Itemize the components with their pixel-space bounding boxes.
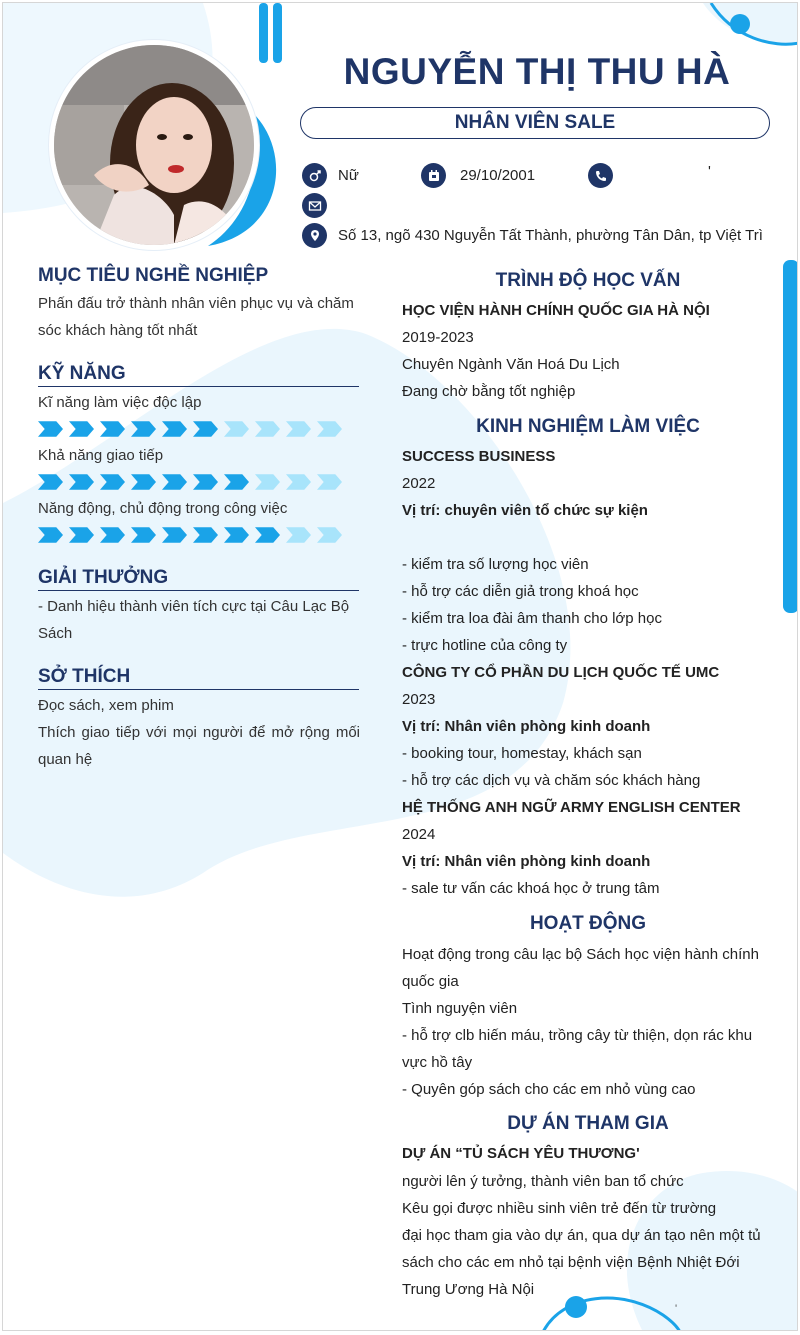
- skill-chevron-filled: [69, 527, 94, 543]
- skill-level-bar-2: [38, 474, 348, 492]
- skill-chevron-filled: [224, 527, 249, 543]
- skill-level-bar-1: [38, 421, 348, 439]
- job-task: - kiểm tra loa đài âm thanh cho lớp học: [402, 610, 662, 627]
- skill-chevron-filled: [69, 421, 94, 437]
- activities-heading: HOẠT ĐỘNG: [529, 913, 647, 934]
- skill-level-bar-3: [38, 527, 348, 545]
- gender-icon: [302, 163, 327, 188]
- skill-chevron-filled: [162, 527, 187, 543]
- activity-line-2: Tình nguyện viên: [402, 1000, 518, 1017]
- skill-chevron-filled: [162, 421, 187, 437]
- skill-chevron-empty: [317, 527, 342, 543]
- job-task: - hỗ trợ các diễn giả trong khoá học: [402, 583, 639, 600]
- job-title-badge: NHÂN VIÊN SALE: [300, 107, 770, 139]
- calendar-icon: [421, 163, 446, 188]
- skill-chevron-empty: [286, 474, 311, 490]
- skill-chevron-empty: [286, 527, 311, 543]
- email-icon: [302, 193, 327, 218]
- education-heading: TRÌNH ĐỘ HỌC VẤN: [495, 270, 681, 291]
- cv-page: [2, 2, 798, 1331]
- education-years: 2019-2023: [402, 329, 474, 346]
- skill-chevron-filled: [255, 527, 280, 543]
- project-desc-1: Kêu gọi được nhiều sinh viên trẻ đến từ trường: [402, 1200, 717, 1217]
- skill-chevron-filled: [131, 527, 156, 543]
- hobbies-heading: SỞ THÍCH: [38, 666, 359, 690]
- objective-text: Phấn đấu trở thành nhân viên phục vụ và chăm sóc khách hàng tốt nhất: [38, 295, 354, 339]
- activity-line-1: Hoạt động trong câu lạc bộ Sách học viện hành chính quốc gia: [402, 946, 759, 990]
- skill-chevron-filled: [38, 527, 63, 543]
- gender-value: Nữ: [338, 167, 359, 184]
- skill-chevron-filled: [100, 421, 125, 437]
- skill-chevron-empty: [224, 421, 249, 437]
- skill-chevron-filled: [224, 474, 249, 490]
- projects-heading: DỰ ÁN THAM GIA: [507, 1113, 669, 1134]
- education-status: Đang chờ bằng tốt nghiệp: [402, 383, 576, 400]
- hobby-line-2: Thích giao tiếp với mọi người để mở rộng mối quan hệ: [38, 724, 360, 768]
- job-task: - kiểm tra số lượng học viên: [402, 556, 589, 573]
- education-school: HỌC VIỆN HÀNH CHÍNH QUỐC GIA HÀ NỘI: [402, 302, 710, 319]
- awards-text: - Danh hiệu thành viên tích cực tại Câu Lạc Bộ Sách: [38, 598, 350, 642]
- skill-chevron-filled: [131, 421, 156, 437]
- skill-chevron-empty: [317, 421, 342, 437]
- skill-chevron-filled: [38, 421, 63, 437]
- job-role: Vị trí: chuyên viên tổ chức sự kiện: [402, 502, 648, 519]
- job-role: Vị trí: Nhân viên phòng kinh doanh: [402, 718, 651, 735]
- job-company: SUCCESS BUSINESS: [402, 448, 556, 465]
- experience-heading: KINH NGHIỆM LÀM VIỆC: [476, 416, 700, 437]
- profile-photo: [54, 45, 254, 245]
- skill-chevron-filled: [193, 474, 218, 490]
- project-name: DỰ ÁN “TỦ SÁCH YÊU THƯƠNG': [402, 1145, 640, 1162]
- skill-chevron-filled: [193, 421, 218, 437]
- job-role: Vị trí: Nhân viên phòng kinh doanh: [402, 853, 651, 870]
- location-icon: [302, 223, 327, 248]
- activity-line-4: - Quyên góp sách cho các em nhỏ vùng cao: [402, 1081, 696, 1098]
- skill-label-3: Năng động, chủ động trong công việc: [38, 500, 288, 517]
- project-desc-2: đại học tham gia vào dự án, qua dự án tạo nên một tủ sách cho các em nhỏ tại bệnh viện Bệnh Nhiệt Đới Trung Ương Hà Nội: [402, 1227, 761, 1298]
- skill-chevron-filled: [193, 527, 218, 543]
- skill-chevron-filled: [100, 474, 125, 490]
- project-role: người lên ý tưởng, thành viên ban tổ chức: [402, 1173, 684, 1190]
- skills-heading: KỸ NĂNG: [38, 363, 359, 387]
- candidate-name: NGUYỄN THỊ THU HÀ: [343, 51, 731, 92]
- job-company: CÔNG TY CỔ PHẦN DU LỊCH QUỐC TẾ UMC: [402, 664, 720, 681]
- skill-chevron-empty: [286, 421, 311, 437]
- phone-value: ': [708, 163, 711, 180]
- skill-chevron-filled: [100, 527, 125, 543]
- job-task: - booking tour, homestay, khách sạn: [402, 745, 642, 762]
- skill-chevron-filled: [162, 474, 187, 490]
- skill-label-2: Khả năng giao tiếp: [38, 447, 164, 464]
- awards-heading: GIẢI THƯỞNG: [38, 567, 359, 591]
- job-company: HỆ THỐNG ANH NGỮ ARMY ENGLISH CENTER: [402, 799, 741, 816]
- skill-chevron-empty: [317, 474, 342, 490]
- job-task: - hỗ trợ các dịch vụ và chăm sóc khách hàng: [402, 772, 701, 789]
- birthdate-value: 29/10/2001: [460, 167, 536, 184]
- hobby-line-1: Đọc sách, xem phim: [38, 697, 174, 714]
- skill-chevron-filled: [131, 474, 156, 490]
- job-year: 2024: [402, 826, 436, 843]
- skill-chevron-filled: [38, 474, 63, 490]
- footer-mark: ': [675, 1303, 678, 1315]
- skill-label-1: Kĩ năng làm việc độc lập: [38, 394, 202, 411]
- job-year: 2023: [402, 691, 436, 708]
- address-value: Số 13, ngõ 430 Nguyễn Tất Thành, phường Tân Dân, tp Việt Trì: [338, 227, 763, 244]
- job-task: - sale tư vấn các khoá học ở trung tâm: [402, 880, 660, 897]
- phone-icon: [588, 163, 613, 188]
- avatar: [49, 40, 259, 250]
- objective-heading: MỤC TIÊU NGHỀ NGHIỆP: [38, 265, 269, 286]
- skill-chevron-empty: [255, 474, 280, 490]
- skill-chevron-filled: [69, 474, 94, 490]
- education-major: Chuyên Ngành Văn Hoá Du Lịch: [402, 356, 620, 373]
- skill-chevron-empty: [255, 421, 280, 437]
- activity-line-3: - hỗ trợ clb hiến máu, trồng cây từ thiện, dọn rác khu vực hồ tây: [402, 1027, 753, 1071]
- job-task: - trực hotline của công ty: [402, 637, 568, 654]
- job-year: 2022: [402, 475, 436, 492]
